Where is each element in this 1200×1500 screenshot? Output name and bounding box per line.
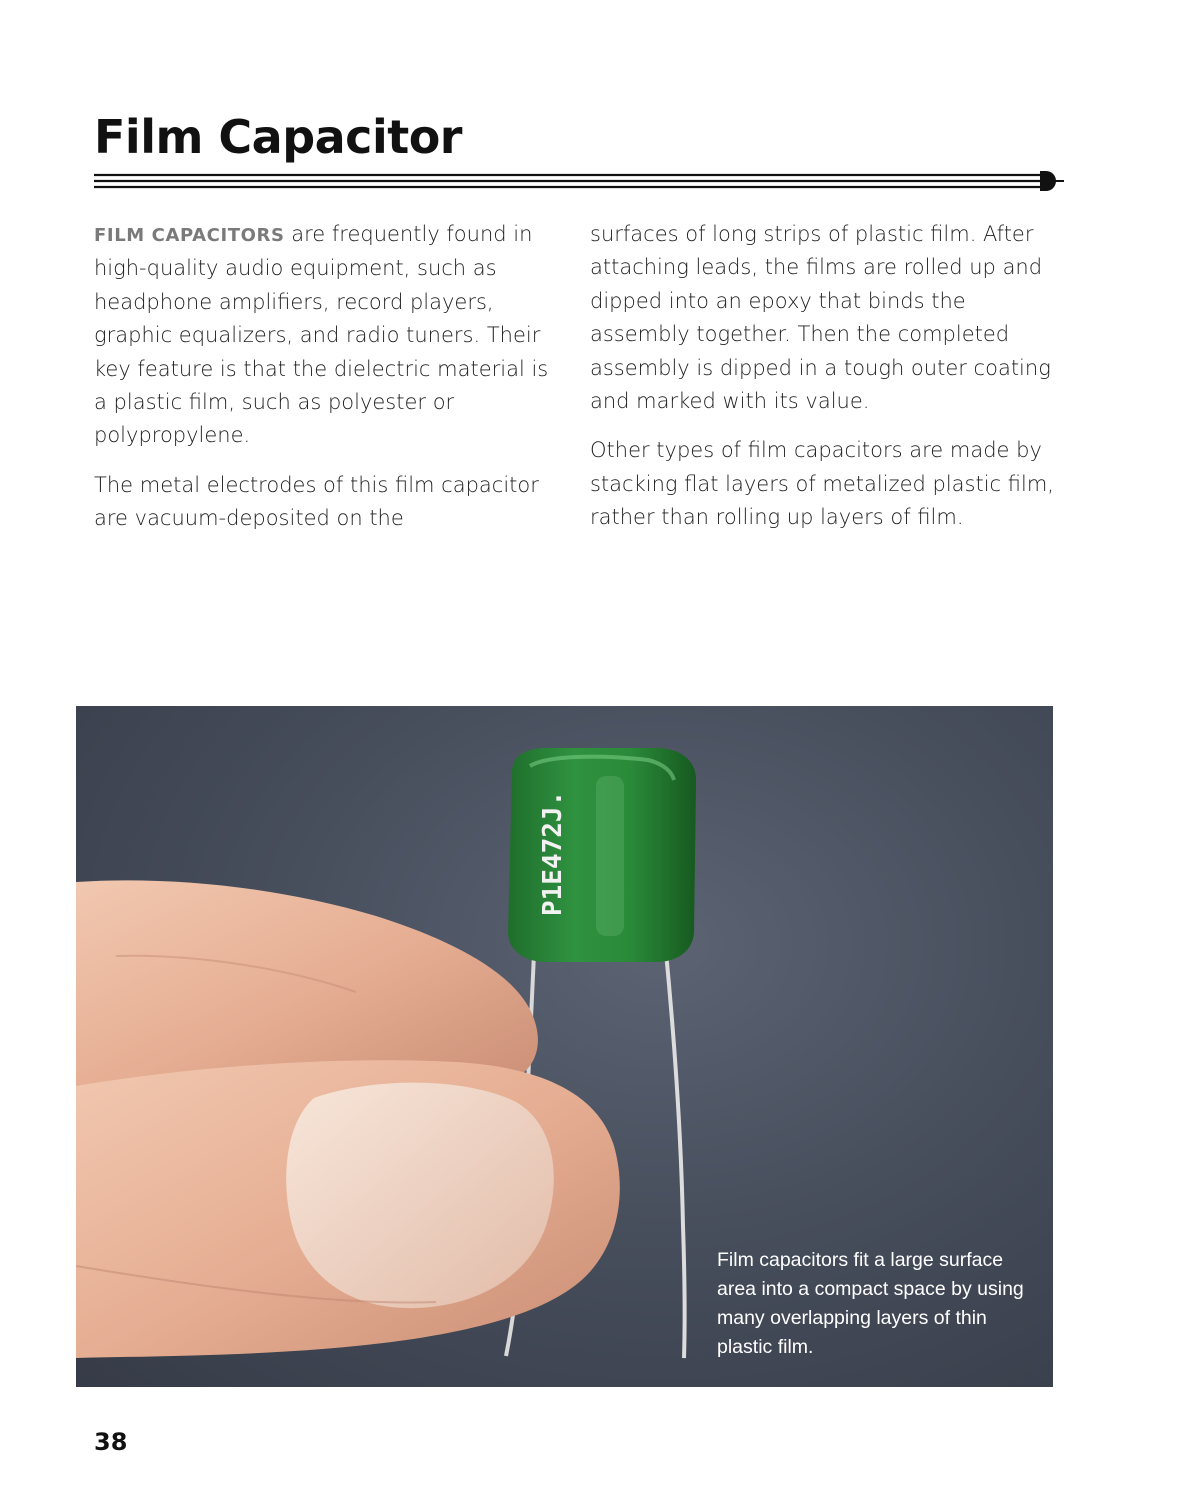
page-number: 38 — [94, 1428, 128, 1456]
capacitor-photo — [76, 706, 1053, 1387]
body-column-left — [94, 218, 554, 552]
title-rule-capacitor-symbol — [94, 168, 1064, 194]
body-paragraph: The metal electrodes of this film capacitor are vacuum-deposited on the — [94, 472, 539, 531]
capacitor-marking: P1E472J. — [538, 790, 568, 916]
body-paragraph — [94, 218, 554, 453]
page-title: Film Capacitor — [94, 110, 462, 164]
lead-term: FILM CAPACITORS — [94, 225, 285, 246]
body-column-right — [590, 218, 1060, 551]
body-text: are frequently found in high-quality audio equipment, such as headphone amplifiers, record players, graphic equalizers, and radio tuners. Their key feature is that the dielectric material is a plastic film, such as polyester or polypropylene. — [94, 222, 549, 448]
photo-caption: Film capacitors fit a large surface area into a compact space by using many overlapping layers of thin plastic film. — [717, 1249, 1024, 1358]
capacitor-lead-right — [666, 952, 685, 1358]
capacitor-body — [508, 748, 696, 962]
body-paragraph: surfaces of long strips of plastic film. After attaching leads, the films are rolled up and dipped into an epoxy that binds the assembly together. Then the completed assembly is dipped in a tough outer coating and marked with its value. — [590, 222, 1051, 414]
body-paragraph: Other types of film capacitors are made by stacking flat layers of metalized plastic film, rather than rolling up layers of film. — [590, 438, 1054, 530]
